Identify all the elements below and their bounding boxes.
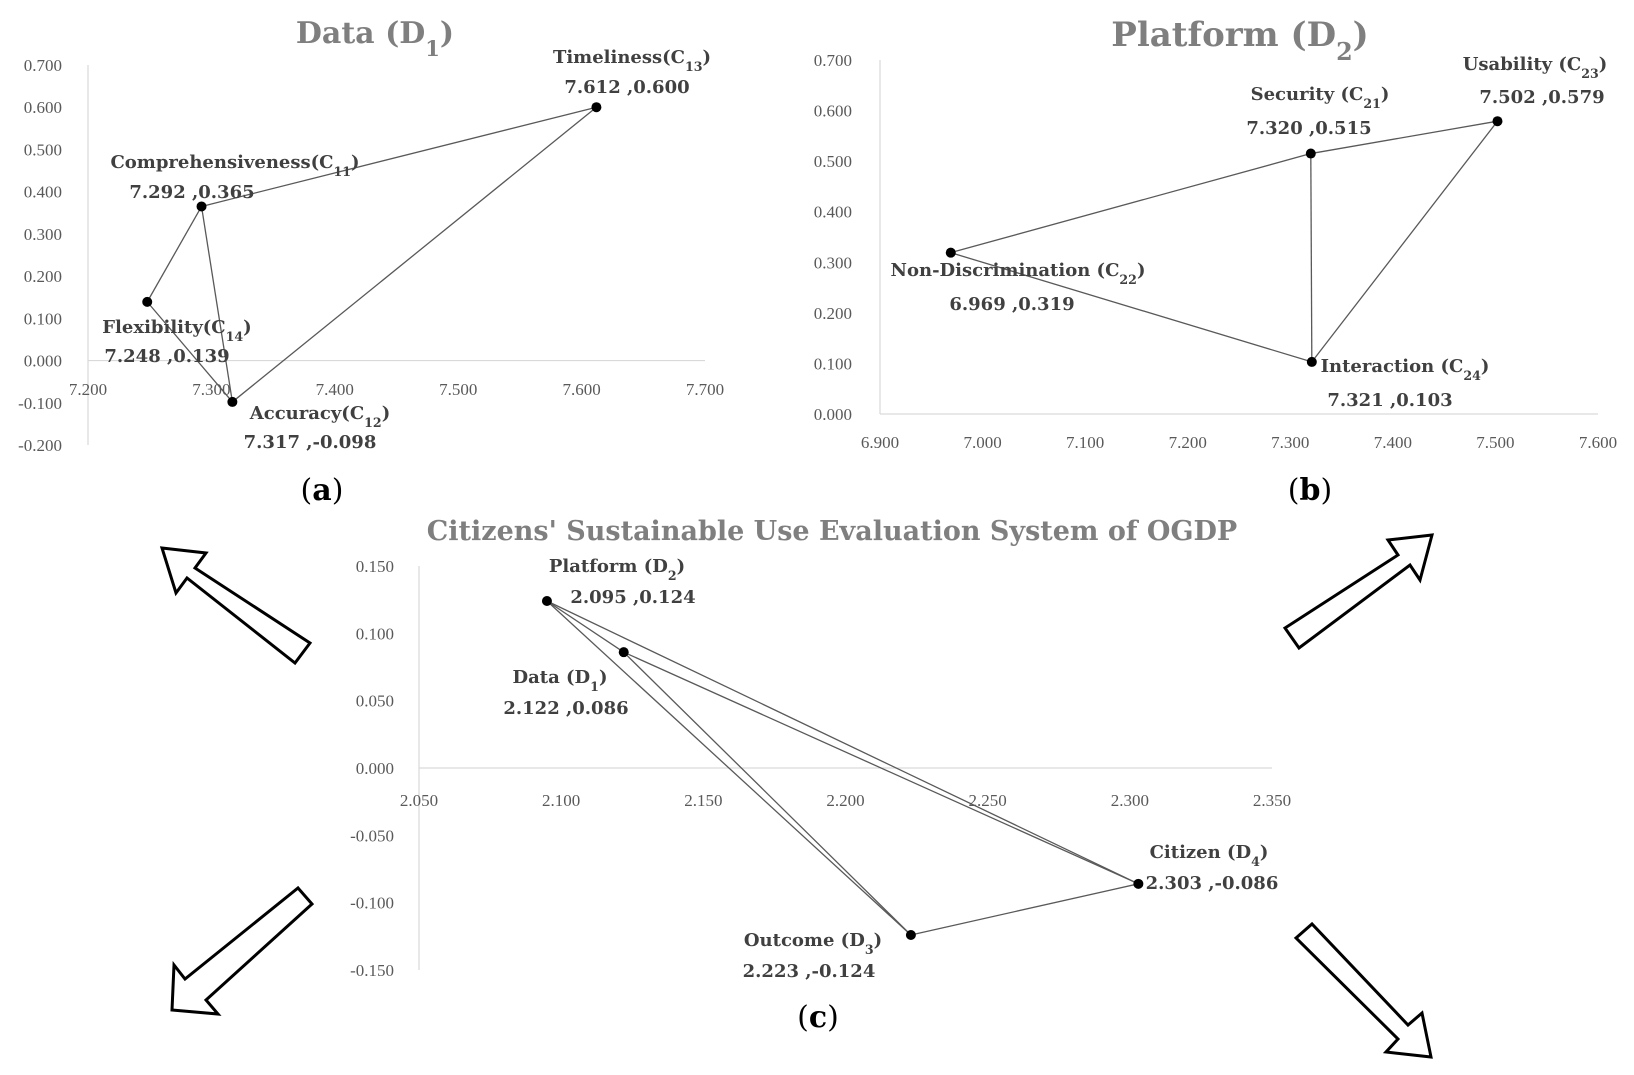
x-tick-label: 7.200 [1168,433,1207,452]
x-tick-label: 7.600 [1578,433,1618,452]
point-label-D3-main: Outcome (D [743,930,865,951]
point-label-C22-sub: 22 [1119,271,1137,287]
y-tick-label: -0.200 [18,436,62,455]
panel-label-open: ( [300,473,313,508]
x-tick-label: 7.400 [315,380,354,399]
point-label-C23-sub: 23 [1581,65,1599,81]
panel-label-close: ) [1320,473,1333,508]
x-tick-label: 7.700 [685,380,725,399]
chart-title-b-tail: ) [1352,15,1369,55]
y-tick-label: 0.200 [813,303,852,323]
y-tick-label: 0.200 [23,267,62,287]
panel-label-letter: a [312,473,332,508]
data-point-C23 [1492,116,1502,126]
x-tick-label: 2.050 [399,791,439,810]
arrow-up-left-icon [162,548,310,663]
edge-D3-D4 [911,884,1138,935]
panel-label-a [301,473,344,508]
x-tick-label: 2.250 [968,791,1007,810]
value-label-C24: 7.321 ,0.103 [1327,390,1453,411]
point-label-D3-tail: ) [873,930,883,951]
y-tick-label: 0.600 [23,98,62,118]
point-label-C22-main: Non-Discrimination (C [890,260,1120,281]
x-tick-label: 6.900 [860,433,900,452]
value-label-D2: 2.095 ,0.124 [570,587,696,608]
point-label-C13-main: Timeliness(C [552,47,685,68]
data-point-D3 [906,930,916,940]
point-label-D1-sub: 1 [590,678,599,694]
point-label-D4-tail: ) [1259,842,1269,863]
data-point-D1 [619,647,629,657]
x-tick-label: 7.600 [562,380,601,399]
x-tick-label: 2.200 [826,791,865,810]
value-label-C14: 7.248 ,0.139 [104,346,230,367]
point-label-D3-sub: 3 [864,941,874,957]
point-label-D2-tail: ) [676,556,686,577]
x-tick-label: 7.500 [1476,433,1515,452]
point-label-C23-main: Usability (C [1462,54,1582,75]
data-point-C24 [1307,357,1317,367]
x-tick-label: 7.000 [963,433,1002,452]
y-tick-label: 0.300 [813,253,852,273]
point-label-D1-main: Data (D [512,667,591,688]
y-tick-label: 0.000 [355,759,394,778]
y-tick-label: 0.100 [23,309,62,329]
point-label-D4-main: Citizen (D [1149,842,1252,863]
arrow-down-left-icon [172,888,312,1014]
point-label-C13 [553,47,711,74]
y-tick-label: -0.100 [18,393,62,413]
point-label-C13-tail: ) [702,47,712,68]
edge-C22-C21 [951,154,1311,253]
point-label-C22 [891,260,1146,287]
y-tick-label: 0.000 [813,405,852,424]
panel-label-close: ) [331,473,344,508]
x-tick-label: 7.300 [1271,433,1310,452]
data-point-C22 [946,248,956,258]
edge-D1-D3 [624,652,911,935]
chart-title-a-sub: 1 [425,35,440,61]
value-label-C23: 7.502 ,0.579 [1479,87,1605,108]
chart-title-a [296,16,454,61]
y-tick-label: 0.400 [23,182,62,202]
x-tick-label: 2.300 [1110,791,1149,810]
x-tick-label: 2.100 [542,791,581,810]
point-label-D2 [549,556,685,583]
y-tick-label: 0.700 [23,56,62,75]
value-label-C21: 7.320 ,0.515 [1246,118,1372,139]
panel-label-letter: b [1299,473,1321,508]
point-label-C24 [1321,356,1490,383]
y-tick-label: 0.150 [355,557,394,576]
point-label-C12-tail: ) [381,403,391,424]
point-label-D3 [744,930,882,957]
chart-title-a-main: Data (D [295,16,426,51]
point-label-C23 [1463,54,1608,81]
y-tick-label: 0.300 [23,224,62,244]
point-label-C21-tail: ) [1380,84,1390,105]
point-label-C24-sub: 24 [1463,367,1481,383]
value-label-D3: 2.223 ,-0.124 [742,961,876,982]
chart-panel-a [18,16,724,508]
point-label-C11 [110,152,359,179]
x-tick-label: 7.100 [1066,433,1105,452]
data-point-C12 [227,397,237,407]
x-tick-label: 2.350 [1252,791,1292,810]
y-tick-label: 0.700 [813,51,852,70]
value-label-C12: 7.317 ,-0.098 [243,432,377,453]
point-label-C21 [1251,84,1390,111]
arrow-up-right-icon [1285,535,1432,648]
chart-title-c-main: Citizens' Sustainable Use Evaluation System of OGDP [426,516,1238,547]
point-label-C12-sub: 12 [364,414,382,430]
point-label-C11-sub: 11 [333,163,352,179]
chart-title-c [427,516,1237,547]
chart-panel-b [814,15,1617,508]
edge-D2-D4 [547,601,1138,884]
point-label-C21-main: Security (C [1250,84,1364,105]
point-label-D2-sub: 2 [667,567,677,583]
panel-label-letter: c [808,1000,828,1035]
point-label-D2-main: Platform (D [548,556,668,577]
panel-label-open: ( [797,1000,809,1035]
y-tick-label: 0.050 [355,691,394,711]
y-tick-label: -0.150 [350,961,394,980]
panel-label-close: ) [827,1000,839,1035]
point-label-C14-main: Flexibility(C [102,317,226,338]
chart-panel-c [350,516,1291,1035]
point-label-D4 [1150,842,1269,869]
point-label-C11-tail: ) [351,152,360,173]
point-label-C23-tail: ) [1598,54,1608,75]
point-label-C14-sub: 14 [225,328,244,344]
y-tick-label: 0.600 [813,101,852,121]
edge-C11-C14 [147,206,201,301]
value-label-C11: 7.292 ,0.365 [129,182,255,203]
edge-C21-C24 [1311,154,1312,362]
x-tick-label: 7.500 [439,380,478,399]
chart-title-b-sub: 2 [1336,38,1353,66]
x-tick-label: 7.200 [68,380,108,399]
chart-title-b-main: Platform (D [1111,15,1337,55]
x-tick-label: 2.150 [684,791,723,810]
y-tick-label: 0.100 [355,624,394,644]
point-label-C11-main: Comprehensiveness(C [110,152,334,173]
point-label-D1-tail: ) [598,667,608,688]
x-tick-label: 7.300 [192,380,231,399]
point-label-C13-sub: 13 [685,58,703,74]
edge-C12-C11 [202,206,233,401]
y-tick-label: 0.000 [23,351,62,371]
point-label-C14 [102,317,251,344]
point-label-C21-sub: 21 [1363,95,1381,111]
x-tick-label: 7.400 [1373,433,1412,452]
value-label-D4: 2.303 ,-0.086 [1145,873,1279,894]
point-label-C12 [249,403,390,430]
y-tick-label: 0.100 [813,354,852,374]
point-label-C12-main: Accuracy(C [249,403,365,424]
chart-title-a-tail: ) [439,16,455,51]
y-tick-label: 0.400 [813,202,852,222]
point-label-D4-sub: 4 [1251,853,1260,869]
value-label-C22: 6.969 ,0.319 [949,294,1075,315]
value-label-C13: 7.612 ,0.600 [564,77,690,98]
data-point-D4 [1133,879,1143,889]
point-label-D1 [513,667,608,694]
panel-label-open: ( [1287,473,1300,508]
point-label-C24-tail: ) [1480,356,1490,377]
data-point-C14 [142,297,152,307]
y-tick-label: -0.050 [350,826,394,846]
panel-label-c [797,1000,839,1035]
y-tick-label: 0.500 [813,152,852,172]
chart-title-b [1111,15,1368,66]
edge-C23-C24 [1312,121,1498,362]
data-point-C13 [591,102,601,112]
data-point-C21 [1306,149,1316,159]
value-label-D1: 2.122 ,0.086 [503,698,629,719]
point-label-C24-main: Interaction (C [1320,356,1464,377]
edge-D1-D2 [547,601,624,652]
y-tick-label: -0.100 [350,893,394,913]
panel-label-b [1288,473,1332,508]
arrow-down-right-icon [1296,924,1431,1057]
point-label-C22-tail: ) [1136,260,1146,281]
data-point-D2 [542,596,552,606]
y-tick-label: 0.500 [23,140,62,160]
point-label-C14-tail: ) [243,317,252,338]
